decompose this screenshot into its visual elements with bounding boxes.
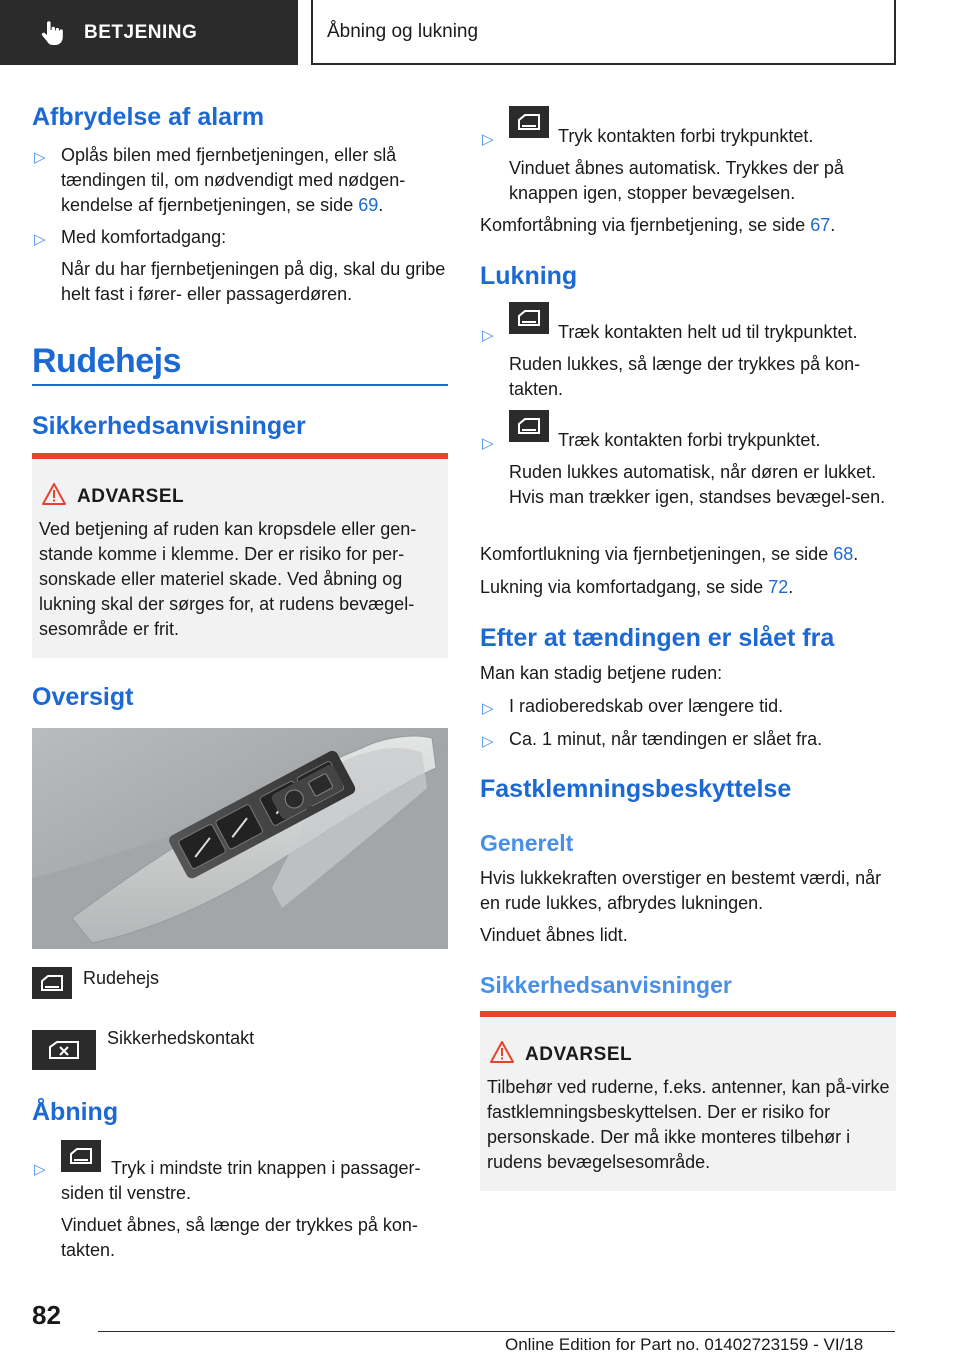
ignition-item-1: I radioberedskab over længere tid. xyxy=(509,696,784,716)
heading-overview: Oversigt xyxy=(32,683,134,711)
general-text: Hvis lukkekraften overstiger en bestemt værdi, når en rude lukkes, afbrydes lukningen. xyxy=(480,868,882,913)
warning-box xyxy=(32,453,448,658)
warning-triangle-icon xyxy=(42,483,66,505)
window-switch-icon xyxy=(32,967,72,999)
open-item-2-sub: Vinduet åbnes automatisk. Trykkes der på knappen igen, stopper bevægelsen. xyxy=(509,158,844,203)
page-link-72[interactable]: 72 xyxy=(768,577,789,597)
warning-label: ADVARSEL xyxy=(77,486,185,507)
close-access-ref: Lukning via komfortadgang, se side 72. xyxy=(480,577,794,597)
warning-triangle-icon xyxy=(490,1041,514,1063)
heading-opening: Åbning xyxy=(32,1098,119,1126)
warning-text: Tilbehør ved ruderne, f.eks. antenner, kan på-virke fastklemningsbeskyttelsen. Der er risiko for personskade. Der må ikke monteres tilbehør i rudens bevægelsesområde. xyxy=(487,1077,890,1172)
opening-item-1-sub: Vinduet åbnes, så længe der trykkes på kon-takten. xyxy=(61,1215,418,1260)
comfort-open-ref: Komfortåbning via fjernbetjening, se side 67. xyxy=(480,215,836,235)
window-switch-icon xyxy=(509,106,549,138)
heading-pinch: Fastklemningsbeskyttelse xyxy=(480,775,792,803)
footer-edition: Online Edition for Part no. 01402723159 - VI/18 xyxy=(505,1335,864,1354)
bullet-triangle-icon: ▷ xyxy=(482,733,494,750)
bullet-triangle-icon: ▷ xyxy=(482,435,494,452)
heading-rule xyxy=(32,384,448,386)
warning-text: Ved betjening af ruden kan kropsdele eller gen-stande komme i klemme. Der er risiko for per-sonskade eller materiel skade. Ved åbning og lukning skal der sørges for, at rudens bevægel-sesområde er frit. xyxy=(39,519,417,639)
warning-label: ADVARSEL xyxy=(525,1044,633,1065)
page-link-68[interactable]: 68 xyxy=(833,544,854,564)
legend-sikkerhedskontakt: Sikkerhedskontakt xyxy=(107,1028,255,1048)
page-link-69[interactable]: 69 xyxy=(358,195,379,215)
page-link-67[interactable]: 67 xyxy=(810,215,831,235)
bullet-triangle-icon: ▷ xyxy=(34,149,46,166)
door-switch-illustration xyxy=(32,728,448,949)
close-item-2-sub: Ruden lukkes automatisk, når døren er lukket. Hvis man trækker igen, standses bevægel-sen. xyxy=(509,462,886,507)
safety-switch-icon xyxy=(32,1030,96,1070)
section-label: BETJENING xyxy=(84,21,198,43)
bullet-triangle-icon: ▷ xyxy=(482,700,494,717)
heading-closing: Lukning xyxy=(480,262,578,290)
bullet-triangle-icon: ▷ xyxy=(34,231,46,248)
header-chapter-tab xyxy=(311,0,896,65)
legend-rudehejs: Rudehejs xyxy=(83,968,160,988)
general-text-2: Vinduet åbnes lidt. xyxy=(480,925,628,945)
ignition-intro: Man kan stadig betjene ruden: xyxy=(480,663,723,683)
bullet-triangle-icon: ▷ xyxy=(34,1161,46,1178)
heading-ignition: Efter at tændingen er slået fra xyxy=(480,624,835,652)
ignition-item-2: Ca. 1 minut, når tændingen er slået fra. xyxy=(509,729,823,749)
close-item-1: Træk kontakten helt ud til trykpunktet. xyxy=(558,322,858,342)
page-number: 82 xyxy=(32,1300,61,1330)
heading-safety: Sikkerhedsanvisninger xyxy=(32,412,306,440)
hand-icon xyxy=(40,20,64,46)
bullet-triangle-icon: ▷ xyxy=(482,327,494,344)
heading-general: Generelt xyxy=(480,830,574,856)
alarm-item-1: Oplås bilen med fjernbetjeningen, eller slå tændingen til, om nødvendigt med nødgen-kendelse af fjernbetjeningen, se side 69. xyxy=(61,145,406,215)
warning-box-right xyxy=(480,1011,896,1191)
comfort-close-ref: Komfortlukning via fjernbetjeningen, se side 68. xyxy=(480,544,859,564)
heading-safety-right: Sikkerhedsanvisninger xyxy=(480,972,732,998)
alarm-item-2-sub: Når du har fjernbetjeningen på dig, skal du gribe helt fast i fører- eller passagerdøren. xyxy=(61,259,446,304)
bullet-triangle-icon: ▷ xyxy=(482,131,494,148)
chapter-label: Åbning og lukning xyxy=(327,20,479,42)
open-item-2: Tryk kontakten forbi trykpunktet. xyxy=(558,126,814,146)
heading-alarm: Afbrydelse af alarm xyxy=(32,103,265,131)
alarm-item-2: Med komfortadgang: xyxy=(61,227,227,247)
opening-item-1: Tryk i mindste trin knappen i passager-siden til venstre. xyxy=(61,1158,421,1203)
header-section-tab xyxy=(0,0,298,65)
footer-rule xyxy=(98,1331,895,1332)
window-switch-icon xyxy=(509,302,549,334)
heading-rudehejs: Rudehejs xyxy=(32,342,182,380)
window-switch-icon xyxy=(509,410,549,442)
close-item-1-sub: Ruden lukkes, så længe der trykkes på kon-takten. xyxy=(509,354,861,399)
close-item-2: Træk kontakten forbi trykpunktet. xyxy=(558,430,821,450)
